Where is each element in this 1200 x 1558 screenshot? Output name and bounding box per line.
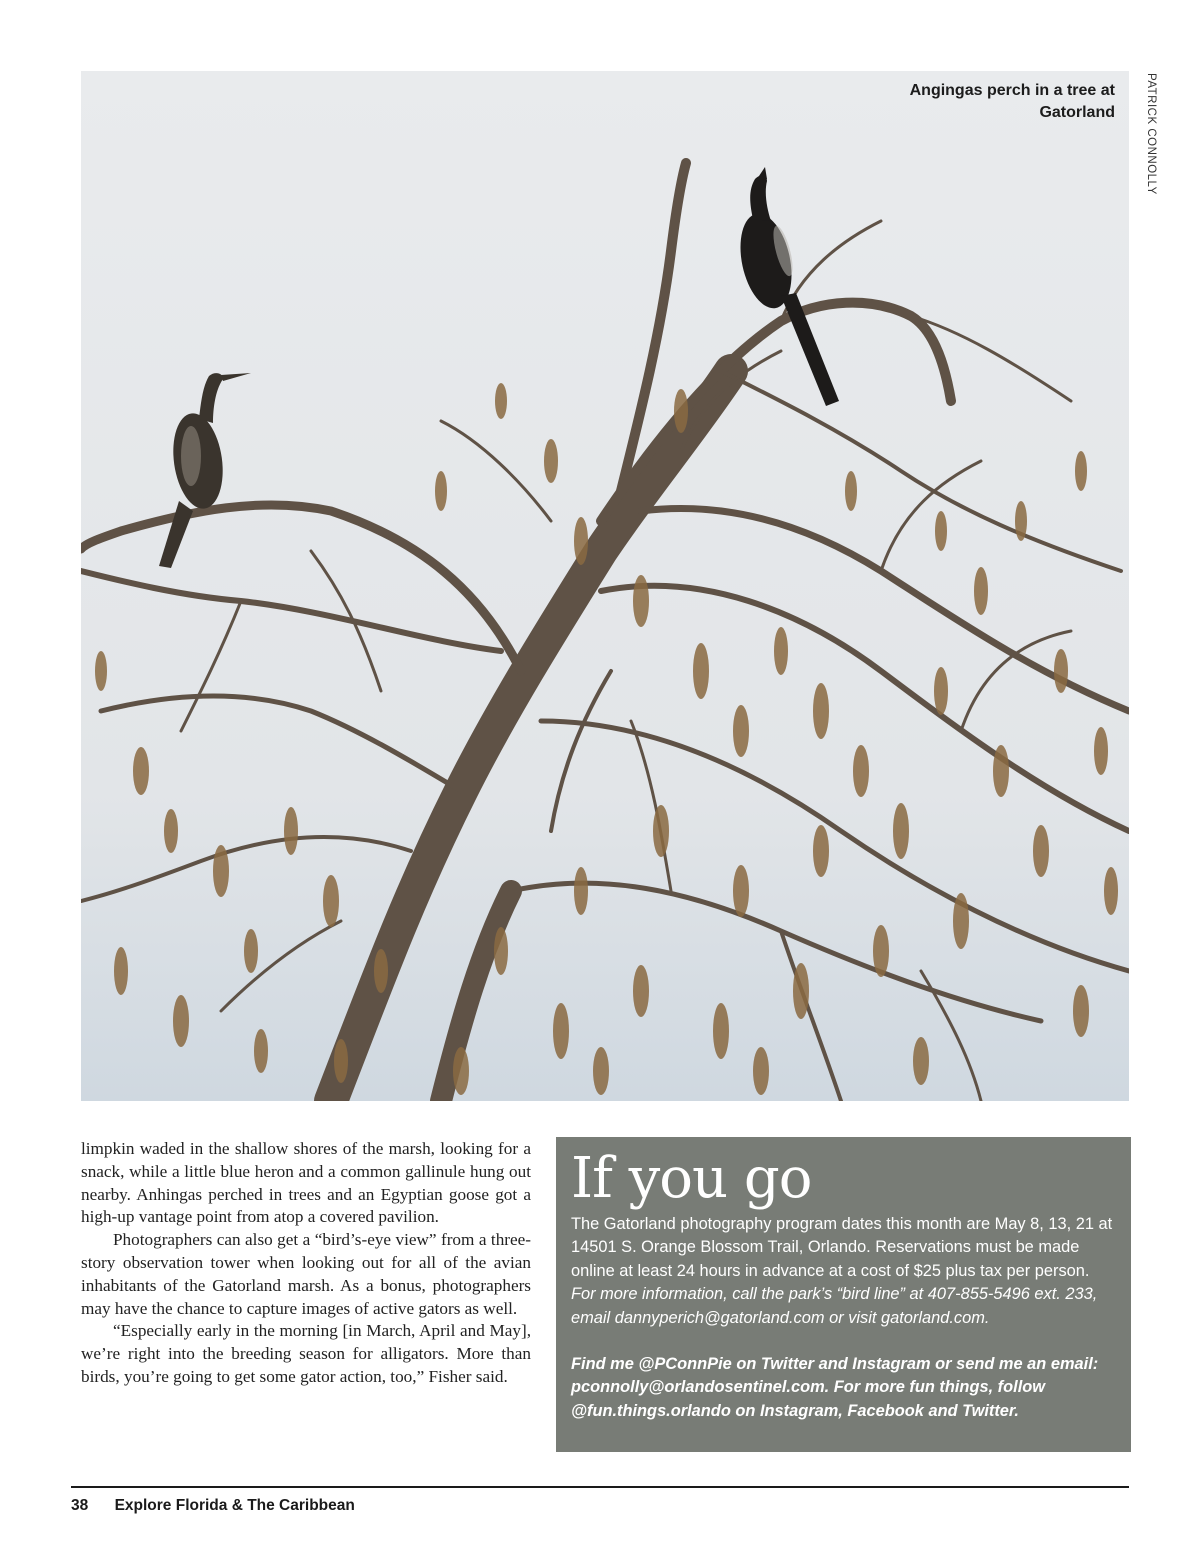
if-you-go-sidebar <box>556 1137 1131 1452</box>
sidebar-title: If you go <box>571 1146 812 1211</box>
article-body <box>81 1138 531 1389</box>
footer-divider <box>71 1486 1129 1488</box>
anhinga-tree-illustration <box>81 71 1129 1101</box>
page-number: 38 <box>71 1497 89 1514</box>
photo-credit-text: PATRICK CONNOLLY <box>1145 73 1157 195</box>
article-paragraph: “Especially early in the morning [in March, April and May], we’re right into the breeding season for alligators. More than birds, you’re going to get some gator action, too,” Fisher said. <box>81 1321 531 1386</box>
sidebar-info-contact: For more information, call the park’s “bird line” at 407-855-5496 ext. 233, email dannyperich@gatorland.com or visit gatorland.com. <box>571 1285 1098 1327</box>
sidebar-follow: Find me @PConnPie on Twitter and Instagram or send me an email: pconnolly@orlandosentinel.com. For more fun things, follow @fun.things.orlando on Instagram, Facebook and Twitter. <box>571 1355 1099 1420</box>
photo-caption: Angingas perch in a tree at Gatorland <box>909 82 1115 121</box>
photo <box>81 71 1129 1101</box>
sidebar-info-text: The Gatorland photography program dates this month are May 8, 13, 21 at 14501 S. Orange Blossom Trail, Orlando. Reservations must be made online at least 24 hours in advance at a cost of $25 plus tax per person. <box>571 1215 1113 1280</box>
publication-name: Explore Florida & The Caribbean <box>114 1497 355 1514</box>
sidebar-info <box>571 1213 1117 1330</box>
page-footer <box>71 1497 355 1515</box>
photo-credit <box>1139 73 1161 213</box>
article-paragraph: Photographers can also get a “bird’s-eye view” from a three-story observation tower when looking out for all of the avian inhabitants of the Gatorland marsh. As a bonus, photographers may have the chance to capture images of active gators as well. <box>81 1230 531 1318</box>
article-paragraph: limpkin waded in the shallow shores of the marsh, looking for a snack, while a little blue heron and a common gallinule hung out nearby. Anhingas perched in trees and an Egyptian goose got a high-up vantage point from atop a covered pavilion. <box>81 1139 531 1227</box>
